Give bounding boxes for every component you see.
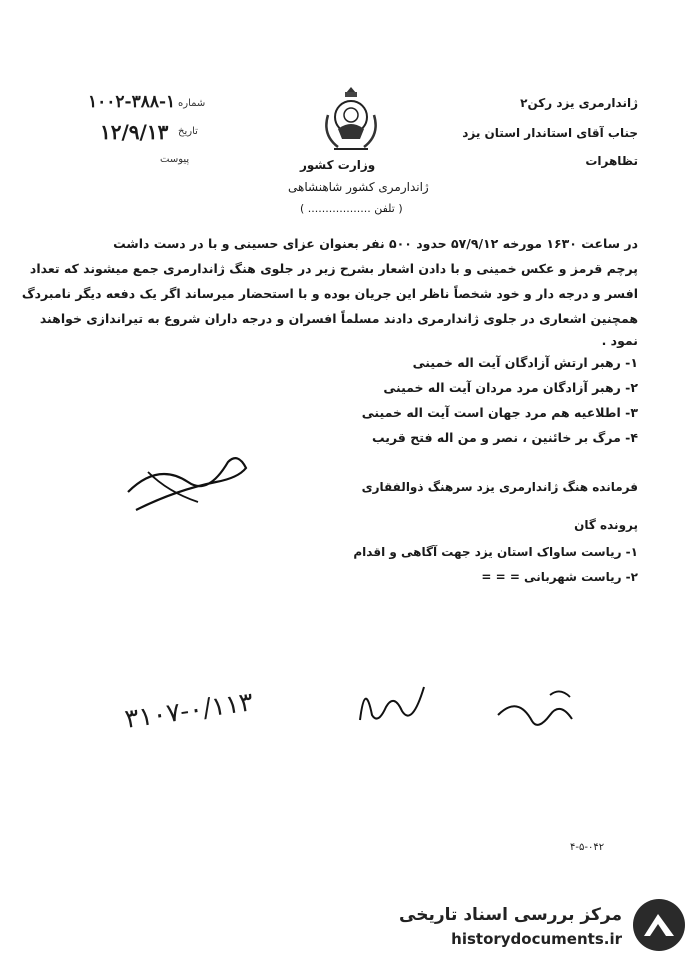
recipient-2: ۲- ریاست شهربانی = = = [481,570,638,584]
body-line-1: در ساعت ۱۶۳۰ مورخه ۵۷/۹/۱۲ حدود ۵۰۰ نفر بعنوان عزای حسینی و با در دست داشت [113,236,638,251]
reference-code: ۴-۵-۰۴۲ [570,842,605,853]
body-line-5: نمود . [601,333,638,348]
history-documents-logo-icon [630,896,688,954]
date-value: ۱۲/۹/۱۳ [100,120,169,144]
recipients-title: پرونده گان [574,518,638,532]
slogan-3: ۳- اطلاعیه هم مرد جهان است آیت اله خمینی [361,405,638,420]
watermark-title: مرکز بررسی اسناد تاریخی [399,905,622,925]
ministry-name: وزارت کشور [300,158,376,172]
commander-signature [118,452,258,512]
handwritten-note-2 [490,685,580,735]
signature-line: فرمانده هنگ ژاندارمری یزد سرهنگ ذوالفقاری [361,480,638,494]
phone-line: ( تلفن .................. ) [300,202,403,215]
number-label: شماره [178,98,206,109]
slogan-4: ۴- مرگ بر خائنین ، نصر و من اله فتح قریب [371,430,638,445]
body-line-3: افسر و درجه دار و خود شخصاً ناظر این جریان بوده و با استحضار میرساند اگر یک دفعه دیگر نامبردگ [21,286,638,301]
slogan-2: ۲- رهبر آزادگان مرد مردان آیت اله خمینی [383,380,638,395]
recipient-1: ۱- ریاست ساواک استان یزد جهت آگاهی و اقدام [353,545,638,559]
header-addressee: جناب آقای استاندار استان یزد [462,126,638,140]
handwritten-note-1 [350,670,440,730]
header-subject: تظاهرات [585,154,638,168]
date-label: تاریخ [178,126,198,137]
body-line-2: پرچم قرمز و عکس خمینی و با دادن اشعار بشرح زیر در جلوی هنگ ژاندارمری جمع میشوند که تعداد [29,261,638,276]
slogan-1: ۱- رهبر ارتش آزادگان آیت اله خمینی [412,355,638,370]
watermark-url: historydocuments.ir [451,930,622,948]
lion-and-sun-emblem-icon [320,85,382,155]
organization-name: ژاندارمری کشور شاهنشاهی [288,180,429,194]
header-unit: ژاندارمری یزد رکن۲ [520,96,638,110]
handwritten-number: ۳۱۰۷-۰/۱۱۳ [122,687,256,735]
attachment-label: پیوست [160,154,190,165]
body-line-4: همچنین اشعاری در جلوی ژاندارمری دادند مسلماً افسران و درجه داران شروع به تیراندازی خواهند [39,311,638,326]
number-value: ۱۰۰۲-۳۸۸-۱ [88,92,176,112]
